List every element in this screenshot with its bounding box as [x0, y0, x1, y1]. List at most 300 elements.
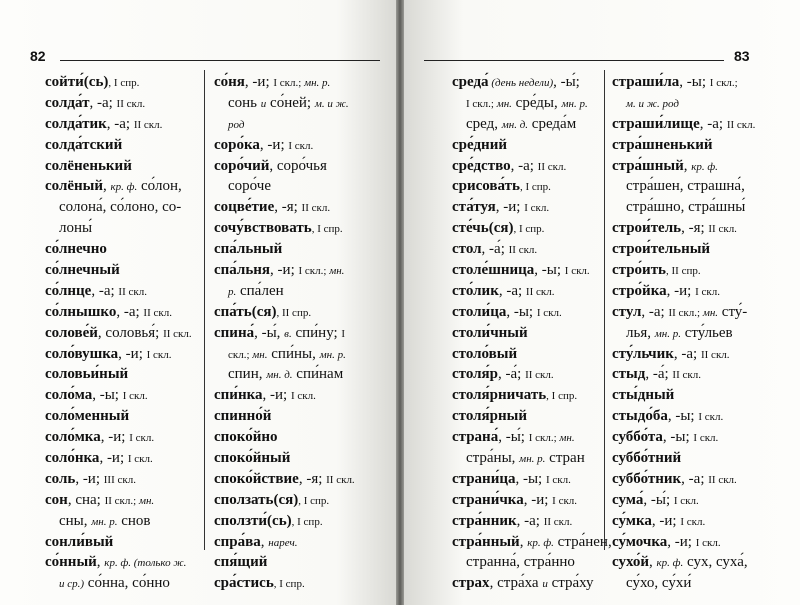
- grammar-label: I скл.: [698, 411, 724, 424]
- word-form: , сна;: [67, 491, 105, 508]
- word-form: лоны́: [59, 220, 93, 237]
- entry-line: [612, 302, 755, 323]
- grammar-note: р.: [228, 285, 237, 298]
- word-form: , -ы;: [662, 429, 694, 446]
- entry-line: [214, 197, 355, 218]
- headword: сползти́(сь): [214, 512, 292, 529]
- grammar-label: I скл.;: [709, 77, 738, 89]
- entry-line: [214, 260, 355, 281]
- headword: суббо́та: [612, 429, 663, 446]
- entry-line: [45, 552, 192, 573]
- grammar-note: нареч.: [268, 536, 298, 549]
- entry-line: [214, 573, 355, 594]
- word-form: среда́м: [528, 115, 577, 132]
- word-form: , -и;: [99, 450, 128, 467]
- word-form: , -я;: [681, 220, 709, 237]
- grammar-label: II скл.: [708, 473, 737, 486]
- entry-line: [452, 156, 612, 177]
- grammar-label: I: [341, 327, 346, 340]
- entry-line: [214, 281, 355, 302]
- headword: столо́вый: [452, 345, 518, 362]
- header-rule: [424, 60, 724, 61]
- entry-line: [45, 344, 192, 365]
- headword: сту́льчик: [612, 345, 674, 362]
- grammar-label: II скл.: [525, 369, 554, 382]
- grammar-note: мн. р.: [561, 97, 588, 110]
- headword: со́лнышко: [45, 303, 117, 320]
- grammar-note: мн. р.: [654, 327, 681, 340]
- headword: солда́тик: [45, 115, 107, 132]
- word-form: , -и;: [118, 345, 147, 362]
- headword: солёненький: [45, 157, 132, 174]
- column-divider: [204, 70, 205, 550]
- grammar-label: , II спр.: [666, 265, 701, 278]
- grammar-label: II скл.: [118, 285, 147, 298]
- headword: столя́рничать: [452, 387, 547, 404]
- entry-line: [45, 469, 192, 490]
- grammar-note: кр. ф. (только ж.: [104, 557, 187, 570]
- grammar-note: мн.: [702, 306, 719, 319]
- headword: столя́р: [452, 366, 499, 383]
- word-form: , -а;: [699, 115, 727, 132]
- headword: столе́шница: [452, 262, 535, 279]
- word-form: , -а;: [106, 115, 134, 132]
- entry-line: [45, 406, 192, 427]
- entry-line: [452, 323, 612, 344]
- headword: среда́: [452, 74, 489, 90]
- headword: соло́мка: [45, 429, 101, 446]
- grammar-note: (день недели): [488, 77, 554, 89]
- grammar-note: мн.: [329, 265, 345, 278]
- word-form: , -и;: [667, 533, 696, 550]
- entry-line: [452, 176, 612, 197]
- word-form: су́хо, су́хи́: [626, 575, 692, 592]
- word-form: , -а́;: [498, 366, 526, 383]
- headword: сте́чь(ся): [452, 220, 514, 237]
- grammar-note: в.: [284, 327, 292, 340]
- word-form: лья,: [626, 324, 655, 341]
- word-form: сух, суха́,: [683, 554, 748, 571]
- word-form: соро́че: [228, 178, 271, 195]
- word-form: спи́ну;: [291, 324, 342, 341]
- word-form: со́ней;: [266, 94, 315, 111]
- headword: су́мочка: [612, 533, 668, 550]
- word-form: странна́, стра́нно: [466, 554, 575, 571]
- headword: спина́: [214, 324, 255, 341]
- grammar-label: II скл.: [116, 97, 146, 110]
- headword: спра́ва: [214, 533, 261, 550]
- grammar-label: II скл.: [301, 202, 331, 215]
- headword: соцве́тие: [214, 199, 275, 216]
- grammar-label: , I спр.: [273, 578, 305, 591]
- word-form: , -а;: [498, 282, 526, 299]
- word-form: стран: [545, 450, 585, 467]
- word-form: стра́ху: [547, 575, 594, 592]
- entry-line: [612, 573, 755, 594]
- entry-line: [45, 197, 192, 218]
- headword: спя́щий: [214, 554, 268, 571]
- grammar-label: I скл.: [524, 202, 550, 215]
- word-form: ,: [519, 533, 528, 550]
- grammar-note: и ср.): [59, 578, 85, 591]
- grammar-note: м. и ж. род: [626, 97, 679, 110]
- headword: со́лнечно: [45, 241, 107, 258]
- grammar-note: мн. д.: [501, 118, 529, 131]
- grammar-label: II скл.: [133, 118, 163, 131]
- word-form: , -ы́;: [643, 491, 674, 508]
- entry-line: [452, 114, 612, 135]
- grammar-note: мн.: [496, 97, 512, 110]
- grammar-label: II скл.: [672, 369, 701, 382]
- word-form: , -и;: [495, 199, 525, 216]
- headword: соловьи́ный: [45, 366, 129, 383]
- entry-line: [452, 406, 612, 427]
- word-form: сту́льев: [680, 324, 733, 341]
- grammar-label: , I спр.: [298, 494, 330, 507]
- headword: суббо́тник: [612, 470, 682, 487]
- grammar-label: I скл.: [693, 432, 719, 445]
- left-page: [0, 0, 396, 605]
- word-form: , -а;: [673, 345, 701, 362]
- entry-line: [612, 469, 755, 490]
- headword: сползать(ся): [214, 491, 299, 508]
- grammar-label: I скл.: [673, 494, 699, 507]
- word-form: сны,: [59, 512, 92, 529]
- headword: солове́й: [45, 324, 98, 341]
- entry-line: [452, 511, 612, 532]
- entry-line: [612, 532, 755, 553]
- grammar-label: I скл.: [552, 494, 578, 507]
- entry-column-2: [214, 72, 355, 594]
- grammar-label: II скл.: [543, 515, 573, 528]
- headword: со́лнце: [45, 282, 92, 299]
- headword: стра́нник: [452, 512, 517, 529]
- grammar-note: кр. ф.: [110, 181, 138, 194]
- entry-line: [612, 490, 755, 511]
- word-form: ,: [649, 554, 657, 571]
- grammar-note: и: [542, 578, 548, 591]
- entry-line: [45, 176, 192, 197]
- entry-line: [452, 239, 612, 260]
- entry-line: [45, 135, 192, 156]
- word-form: снов: [117, 512, 151, 529]
- word-form: , -и;: [270, 262, 299, 279]
- page-number: 83: [734, 48, 750, 64]
- entry-line: [452, 573, 612, 594]
- entry-line: [214, 93, 355, 114]
- grammar-label: II скл.: [708, 223, 737, 236]
- grammar-note: и: [260, 97, 267, 110]
- headword: солда́тский: [45, 136, 123, 153]
- entry-line: [452, 427, 612, 448]
- entry-line: [214, 427, 355, 448]
- right-page: [404, 0, 800, 605]
- word-form: стра́ны,: [466, 450, 520, 467]
- header-rule: [60, 60, 380, 61]
- headword: сто́лик: [452, 282, 499, 299]
- word-form: стра́шно, стра́шны́: [626, 199, 746, 216]
- grammar-label: II скл.: [163, 327, 192, 340]
- grammar-label: III скл.: [103, 473, 136, 486]
- word-form: , соро́чья: [269, 157, 327, 174]
- headword: соло́менный: [45, 408, 130, 425]
- entry-line: [612, 93, 755, 114]
- headword: спа́льня: [214, 262, 271, 279]
- headword: со́ня: [214, 74, 245, 90]
- word-form: ,: [683, 157, 692, 174]
- word-form: спи́нам: [292, 366, 344, 383]
- grammar-label: II скл.: [508, 244, 538, 257]
- entry-line: [45, 573, 192, 594]
- grammar-label: I скл.: [536, 306, 562, 319]
- entry-line: [452, 364, 612, 385]
- headword: страх: [452, 575, 490, 592]
- entry-line: [45, 532, 192, 553]
- grammar-label: I скл.: [545, 473, 571, 486]
- entry-line: [612, 385, 755, 406]
- grammar-label: , I спр.: [513, 223, 545, 236]
- headword: стыд: [612, 366, 646, 383]
- entry-line: [45, 364, 192, 385]
- entry-line: [612, 406, 755, 427]
- grammar-label: скл.;: [228, 348, 253, 361]
- grammar-note: мн. р.: [519, 453, 546, 466]
- entry-line: [612, 72, 755, 93]
- grammar-label: I скл.: [127, 453, 153, 466]
- headword: стро́ить: [612, 262, 666, 279]
- word-form: , -и;: [523, 491, 553, 508]
- headword: стро́йка: [612, 282, 667, 299]
- entry-line: [452, 552, 612, 573]
- entry-line: [45, 114, 192, 135]
- headword: со́лнечный: [45, 262, 120, 279]
- entry-line: [452, 72, 612, 93]
- word-form: ,: [103, 178, 111, 195]
- entry-line: [45, 323, 192, 344]
- entry-line: [452, 344, 612, 365]
- headword: споко́йный: [214, 450, 291, 467]
- grammar-note: мн. д.: [266, 369, 293, 382]
- entry-line: [214, 323, 355, 344]
- entry-line: [214, 344, 355, 365]
- headword: столя́рный: [452, 408, 527, 425]
- headword: солёный: [45, 178, 104, 195]
- headword: столи́ца: [452, 303, 507, 320]
- headword: стыдо́ба: [612, 408, 668, 425]
- word-form: , -ы;: [515, 470, 546, 487]
- entry-line: [612, 260, 755, 281]
- entry-line: [45, 281, 192, 302]
- entry-line: [214, 364, 355, 385]
- grammar-label: I скл.: [695, 536, 721, 549]
- word-form: , -а;: [681, 470, 709, 487]
- word-form: , -ы;: [667, 408, 699, 425]
- entry-line: [214, 552, 355, 573]
- word-form: , -ы;: [506, 303, 537, 320]
- grammar-note: мн.: [559, 432, 575, 445]
- entry-line: [612, 511, 755, 532]
- grammar-label: I скл.;: [466, 97, 497, 110]
- word-form: , стра́ха: [489, 575, 543, 592]
- entry-column-1: [452, 72, 612, 594]
- entry-line: [612, 114, 755, 135]
- word-form: , -и;: [666, 282, 696, 299]
- book-spine: [396, 0, 404, 605]
- grammar-note: мн. р.: [319, 348, 346, 361]
- word-form: , -я;: [298, 470, 327, 487]
- headword: сонли́вый: [45, 533, 114, 550]
- word-form: , -а;: [91, 282, 119, 299]
- headword: спинно́й: [214, 408, 272, 425]
- word-form: спа́лен: [236, 282, 284, 299]
- entry-line: [214, 385, 355, 406]
- headword: страши́лище: [612, 115, 700, 132]
- headword: соро́чий: [214, 157, 270, 174]
- entry-line: [452, 490, 612, 511]
- entry-line: [214, 239, 355, 260]
- word-form: , -и;: [259, 136, 289, 153]
- entry-line: [45, 156, 192, 177]
- word-form: , -и;: [651, 512, 681, 529]
- headword: соло́вушка: [45, 345, 119, 362]
- grammar-label: I скл.: [695, 285, 720, 298]
- headword: соро́ка: [214, 136, 260, 153]
- headword: стра́нный: [452, 533, 520, 550]
- grammar-label: II скл.: [326, 473, 355, 486]
- grammar-label: II скл.: [700, 348, 730, 361]
- entry-line: [214, 135, 355, 156]
- word-form: сре́ды,: [511, 94, 562, 111]
- word-form: , -ы;: [534, 262, 565, 279]
- grammar-label: I скл.;: [273, 77, 305, 89]
- grammar-note: мн.: [252, 348, 268, 361]
- entry-line: [612, 135, 755, 156]
- grammar-label: I скл.: [564, 265, 590, 278]
- entry-line: [612, 364, 755, 385]
- entry-line: [452, 469, 612, 490]
- headword: соло́ма: [45, 387, 93, 404]
- headword: соло́нка: [45, 450, 100, 467]
- grammar-label: , I спр.: [311, 223, 343, 236]
- entry-line: [45, 448, 192, 469]
- entry-line: [214, 511, 355, 532]
- word-form: , -и;: [244, 74, 274, 90]
- grammar-note: род: [228, 118, 245, 131]
- entry-line: [45, 93, 192, 114]
- grammar-label: I скл.: [290, 390, 316, 403]
- headword: сре́дний: [452, 136, 507, 153]
- grammar-note: м. и ж.: [314, 97, 349, 110]
- headword: строи́тельный: [612, 241, 711, 258]
- headword: солда́т: [45, 94, 90, 111]
- word-form: , -и;: [262, 387, 291, 404]
- word-form: спин,: [228, 366, 267, 383]
- entry-line: [452, 532, 612, 553]
- grammar-note: мн.: [138, 494, 155, 507]
- headword: сон: [45, 491, 68, 508]
- headword: стол: [452, 241, 482, 258]
- grammar-label: I скл.: [146, 348, 172, 361]
- entry-line: [612, 448, 755, 469]
- headword: спа́ть(ся): [214, 303, 277, 320]
- entry-line: [612, 176, 755, 197]
- word-form: , -ы;: [92, 387, 123, 404]
- entry-line: [612, 427, 755, 448]
- entry-line: [45, 385, 192, 406]
- word-form: сту́-: [718, 303, 748, 320]
- entry-line: [45, 218, 192, 239]
- headword: строи́тель: [612, 220, 682, 237]
- grammar-label: I скл.: [122, 390, 148, 403]
- word-form: спи́ны,: [267, 345, 320, 362]
- headword: сухо́й: [612, 554, 650, 571]
- entry-line: [612, 552, 755, 573]
- headword: су́мка: [612, 512, 652, 529]
- word-form: ,: [96, 554, 105, 571]
- grammar-label: II скл.: [537, 160, 567, 173]
- entry-line: [45, 260, 192, 281]
- word-form: , -а́;: [645, 366, 673, 383]
- headword: соль: [45, 470, 76, 487]
- entry-line: [612, 344, 755, 365]
- headword: споко́йствие: [214, 470, 299, 487]
- entry-line: [214, 156, 355, 177]
- word-form: ,: [260, 533, 269, 550]
- word-form: , соловья́;: [97, 324, 164, 341]
- headword: страни́чка: [452, 491, 524, 508]
- headword: споко́йно: [214, 429, 278, 446]
- grammar-label: , II спр.: [276, 306, 312, 319]
- entry-line: [612, 323, 755, 344]
- word-form: сонь: [228, 94, 261, 111]
- entry-line: [452, 260, 612, 281]
- grammar-label: I скл.: [288, 139, 314, 152]
- headword: спи́нка: [214, 387, 263, 404]
- grammar-note: мн. р.: [304, 77, 331, 89]
- word-form: , -а;: [516, 512, 544, 529]
- entry-line: [45, 427, 192, 448]
- entry-line: [214, 72, 355, 93]
- word-form: , -ы́,: [254, 324, 285, 341]
- grammar-label: I скл.: [680, 515, 706, 528]
- entry-line: [45, 490, 192, 511]
- word-form: , -ы;: [679, 74, 710, 90]
- headword: сума́: [612, 491, 644, 508]
- entry-line: [452, 302, 612, 323]
- entry-line: [612, 156, 755, 177]
- word-form: , -а́;: [481, 241, 509, 258]
- grammar-label: II скл.: [726, 118, 756, 131]
- headword: столи́чный: [452, 324, 528, 341]
- entry-column-1: [45, 72, 192, 594]
- entry-line: [452, 197, 612, 218]
- entry-line: [612, 281, 755, 302]
- word-form: сред,: [466, 115, 502, 132]
- grammar-label: II скл.;: [104, 494, 139, 507]
- entry-line: [214, 532, 355, 553]
- entry-line: [452, 385, 612, 406]
- word-form: , -и;: [75, 470, 104, 487]
- page-number: 82: [30, 48, 46, 64]
- word-form: со́лон,: [137, 178, 182, 195]
- word-form: со́нна, со́нно: [84, 575, 170, 592]
- grammar-note: кр. ф.: [527, 536, 554, 549]
- headword: страна́: [452, 429, 499, 446]
- grammar-label: , I спр.: [291, 515, 323, 528]
- entry-line: [214, 469, 355, 490]
- grammar-note: мн. р.: [91, 515, 118, 528]
- word-form: , -и;: [100, 429, 130, 446]
